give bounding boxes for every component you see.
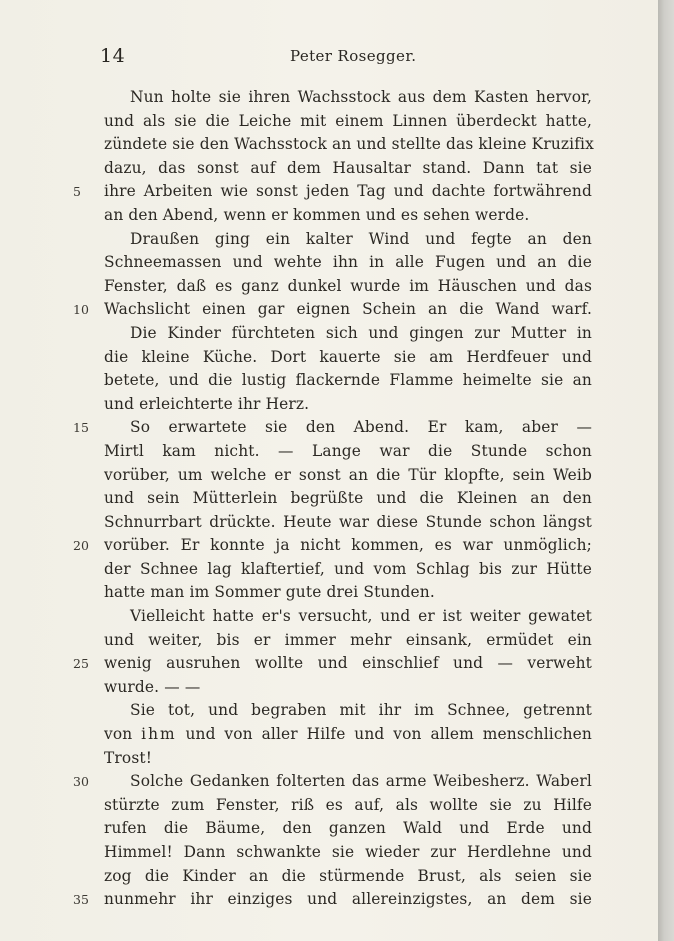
text-line xyxy=(73,770,592,794)
text-line xyxy=(104,228,592,252)
text-line xyxy=(104,558,592,582)
text-line xyxy=(104,676,592,700)
text-line xyxy=(104,723,592,747)
line-text: Fenster, daß es ganz dunkel wurde im Häuschen und das xyxy=(104,276,592,295)
body-text xyxy=(73,86,594,912)
text-line xyxy=(104,747,592,771)
text-line xyxy=(73,652,592,676)
line-text: stürzte zum Fenster, riß es auf, als wollte sie zu Hilfe xyxy=(104,795,592,814)
text-line xyxy=(104,629,592,653)
text-line xyxy=(73,180,592,204)
running-head xyxy=(100,45,600,73)
text-line xyxy=(104,133,592,157)
line-text: und sein Mütterlein begrüßte und die Kleinen an den xyxy=(104,489,592,508)
text-line xyxy=(104,204,592,228)
text-line xyxy=(104,699,592,723)
text-line xyxy=(104,605,592,629)
page-edge xyxy=(658,0,674,941)
line-number: 25 xyxy=(73,656,89,672)
spaced-emphasis: ihm xyxy=(141,725,177,744)
line-text: an den Abend, wenn er kommen und es sehen werde. xyxy=(104,205,530,224)
line-text: dazu, das sonst auf dem Hausaltar stand. Dann tat sie xyxy=(104,158,592,177)
text-line xyxy=(104,817,592,841)
line-text: Vielleicht hatte er's versucht, und er ist weiter gewatet xyxy=(130,607,592,626)
line-text: Himmel! Dann schwankte sie wieder zur Herdlehne und xyxy=(104,843,592,861)
text-line xyxy=(104,841,592,865)
line-text: betete, und die lustig flackernde Flamme heimelte sie an xyxy=(104,371,592,390)
line-text: So erwartete sie den Abend. Er kam, aber — xyxy=(130,418,592,437)
line-text: wenig ausruhen wollte und einschlief und — verweht xyxy=(104,654,592,673)
line-number: 30 xyxy=(73,774,89,790)
line-text: wurde. — — xyxy=(104,677,201,696)
line-text: rufen die Bäume, den ganzen Wald und Erde und xyxy=(104,819,592,838)
text-line xyxy=(104,157,592,181)
line-text: die kleine Küche. Dort kauerte sie am Herdfeuer und xyxy=(104,347,592,366)
text-line xyxy=(73,888,592,912)
page-number: 14 xyxy=(100,45,126,67)
line-text: zündete sie den Wachsstock an und stellte das kleine Kruzifix xyxy=(104,135,594,154)
line-text: und erleichterte ihr Herz. xyxy=(104,394,310,413)
text-line xyxy=(104,251,592,275)
line-number: 20 xyxy=(73,538,89,554)
text-line xyxy=(104,275,592,299)
text-line xyxy=(104,110,592,134)
line-number: 10 xyxy=(73,302,89,318)
text-line xyxy=(73,298,592,322)
line-text: vorüber, um welche er sonst an die Tür klopfte, sein Weib xyxy=(104,465,592,484)
line-text: Nun holte sie ihren Wachsstock aus dem Kasten hervor, xyxy=(130,88,592,106)
text-line xyxy=(104,346,592,370)
text-line xyxy=(104,511,592,535)
text-line xyxy=(104,865,592,889)
line-text: Wachslicht einen gar eignen Schein an die Wand warf. xyxy=(104,300,592,319)
line-text: ihre Arbeiten wie sonst jeden Tag und dachte fortwährend xyxy=(104,182,592,201)
line-text: Schneemassen und wehte ihn in alle Fugen und an die xyxy=(104,253,592,272)
line-text: Sie tot, und begraben mit ihr im Schnee, getrennt xyxy=(130,701,592,720)
text-line xyxy=(104,86,592,110)
line-text: Mirtl kam nicht. — Lange war die Stunde schon xyxy=(104,441,592,460)
line-text: vorüber. Er konnte ja nicht kommen, es war unmöglich; xyxy=(104,536,592,555)
text-line xyxy=(104,393,592,417)
line-text: Solche Gedanken folterten das arme Weibesherz. Waberl xyxy=(130,772,592,791)
text-line xyxy=(104,464,592,488)
line-text: hatte man im Sommer gute drei Stunden. xyxy=(104,583,435,602)
text-line xyxy=(104,581,592,605)
text-line xyxy=(104,369,592,393)
line-text: von xyxy=(104,725,142,744)
line-text: und von aller Hilfe und von allem menschlichen xyxy=(176,725,592,744)
text-line xyxy=(73,416,592,440)
text-line xyxy=(104,440,592,464)
line-text: Draußen ging ein kalter Wind und fegte an den xyxy=(130,229,592,248)
text-line xyxy=(104,322,592,346)
line-text: Die Kinder fürchteten sich und gingen zur Mutter in xyxy=(130,323,592,342)
line-number: 5 xyxy=(73,184,81,200)
line-text: und weiter, bis er immer mehr einsank, ermüdet ein xyxy=(104,630,592,649)
line-text: Trost! xyxy=(104,748,153,767)
page-header-title: Peter Rosegger. xyxy=(290,47,417,65)
text-line xyxy=(73,534,592,558)
line-text: zog die Kinder an die stürmende Brust, als seien sie xyxy=(104,866,592,885)
line-text: Schnurrbart drückte. Heute war diese Stunde schon längst xyxy=(104,512,592,531)
line-text: nunmehr ihr einziges und allereinzigstes, an dem sie xyxy=(104,890,592,909)
text-line xyxy=(104,487,592,511)
line-text: und als sie die Leiche mit einem Linnen überdeckt hatte, xyxy=(104,111,592,130)
line-number: 15 xyxy=(73,420,89,436)
text-line xyxy=(104,794,592,818)
line-text: der Schnee lag klaftertief, und vom Schlag bis zur Hütte xyxy=(104,559,592,578)
line-number: 35 xyxy=(73,892,89,908)
